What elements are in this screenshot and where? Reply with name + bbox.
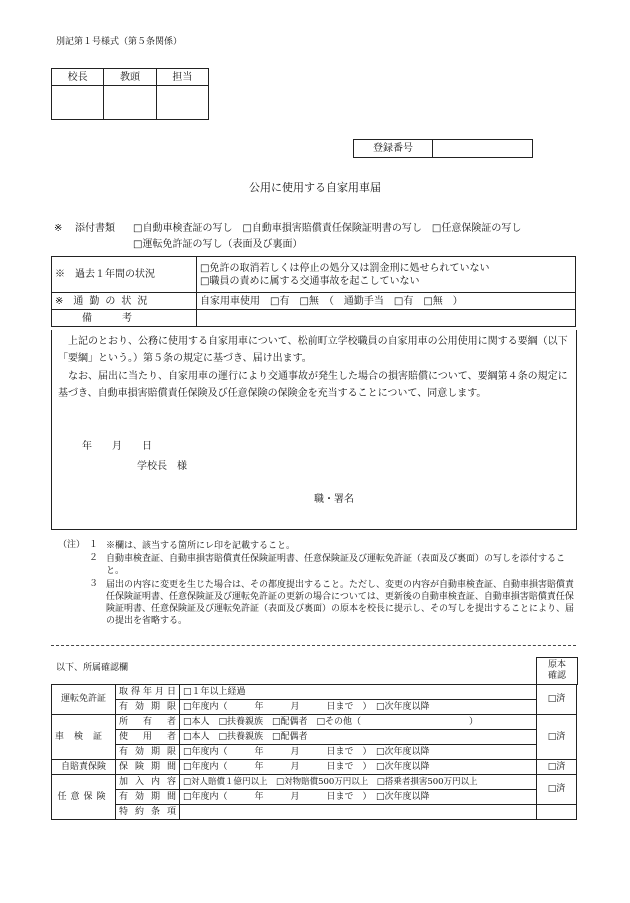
inspection-valid-label: 有効期限 xyxy=(116,745,180,760)
voluntary-valid-label: 有効期間 xyxy=(116,790,180,805)
license-acq-label: 取得年月日 xyxy=(116,685,180,700)
past-year-label-cell xyxy=(52,257,197,293)
inspection-valid-value[interactable]: □年度内（ 年 月 日まで ） □次年度以降 xyxy=(180,745,537,760)
dashed-separator xyxy=(51,645,576,646)
note-1-num: １ xyxy=(89,540,99,550)
license-check[interactable]: □済 xyxy=(537,685,577,715)
past-year-mark: ※ xyxy=(55,269,65,280)
approval-table xyxy=(51,68,209,120)
past-year-option-1[interactable]: □免許の取消若しくは停止の処分又は罰金刑に処せられていない xyxy=(200,262,490,274)
liability-label: 自賠責保険 xyxy=(52,760,116,775)
voluntary-special-blank xyxy=(537,805,577,820)
approval-stamp-principal[interactable] xyxy=(52,86,104,120)
original-check-label: 原本確認 xyxy=(547,660,566,681)
date-field[interactable]: 年 月 日 xyxy=(82,441,152,452)
approval-header-staff: 担当 xyxy=(156,69,208,86)
inspection-user-value[interactable]: □本人 □扶養親族 □配偶者 xyxy=(180,730,537,745)
attachments-mark: ※ xyxy=(54,223,63,234)
liability-period-label: 保険期間 xyxy=(116,760,180,775)
license-label: 運転免許証 xyxy=(52,685,116,715)
voluntary-content-label: 加入内容 xyxy=(116,775,180,790)
signature-label: 職・署名 xyxy=(314,494,354,505)
page-title: 公用に使用する自家用車届 xyxy=(249,181,381,194)
past-year-label: 過去１年間の状況 xyxy=(75,269,155,280)
inspection-check[interactable]: □済 xyxy=(537,715,577,760)
approval-stamp-staff[interactable] xyxy=(156,86,208,120)
remarks-field[interactable] xyxy=(197,310,576,327)
declaration-para-1: 上記のとおり、公務に使用する自家用車について、松前町立学校職員の自家用車の公用使用に関する要綱（以下「要綱」という。）第５条の規定に基づき、届け出ます。 xyxy=(58,336,568,364)
original-check-header xyxy=(536,657,578,685)
voluntary-valid-value[interactable]: □年度内（ 年 月 日まで ） □次年度以降 xyxy=(180,790,537,805)
license-acq-value[interactable]: □１年以上経過 xyxy=(180,685,537,700)
form-id: 別記第１号様式（第５条関係） xyxy=(56,37,183,47)
notes-prefix: （注） xyxy=(58,540,86,550)
voluntary-special-label: 特約条項 xyxy=(116,805,180,820)
license-valid-value[interactable]: □年度内（ 年 月 日まで ） □次年度以降 xyxy=(180,700,537,715)
voluntary-content-value[interactable]: □対人賠償１億円以上 □対物賠償500万円以上 □搭乗者損害500万円以上 xyxy=(180,775,537,790)
confirm-header: 以下、所属確認欄 xyxy=(56,663,129,673)
voluntary-special-value[interactable] xyxy=(180,805,537,820)
voluntary-check[interactable]: □済 xyxy=(537,775,577,805)
declaration-para-2: なお、届出に当たり、自家用車の運行により交通事故が発生した場合の損害賠償について、要綱第４条の規定に基づき、自動車損害賠償責任保険及び任意保険の保険金を充当することについて、同意します。 xyxy=(58,371,568,399)
note-2-num: ２ xyxy=(89,553,99,563)
registration-field[interactable] xyxy=(433,140,533,158)
license-valid-label: 有効期限 xyxy=(116,700,180,715)
inspection-label: 車検証 xyxy=(52,715,116,760)
past-year-options[interactable] xyxy=(197,257,576,293)
info-table xyxy=(51,256,576,327)
confirm-table xyxy=(51,684,577,820)
inspection-owner-label: 所有者 xyxy=(116,715,180,730)
note-2-text: 自動車検査証、自動車損害賠償責任保険証明書、任意保険証及び運転免許証（表面及び裏面）の写しを添付すること。 xyxy=(106,554,566,576)
commute-label: 通勤の状況 xyxy=(73,295,154,307)
voluntary-label: 任意保険 xyxy=(52,775,116,820)
inspection-user-label: 使用者 xyxy=(116,730,180,745)
attachments-line1: □自動車検査証の写し □自動車損害賠償責任保険証明書の写し □任意保険証の写し xyxy=(133,223,522,234)
liability-period-value[interactable]: □年度内（ 年 月 日まで ） □次年度以降 xyxy=(180,760,537,775)
note-1-text: ※欄は、該当する箇所にレ印を記載すること。 xyxy=(106,541,296,551)
inspection-owner-value[interactable]: □本人 □扶養親族 □配偶者 □その他（ ） xyxy=(180,715,537,730)
liability-check[interactable]: □済 xyxy=(537,760,577,775)
note-3-num: ３ xyxy=(89,579,99,589)
addressee: 学校長 様 xyxy=(137,461,187,472)
commute-mark: ※ xyxy=(55,295,64,307)
attachments-line2: □運転免許証の写し（表面及び裏面） xyxy=(133,239,303,250)
approval-stamp-vice[interactable] xyxy=(104,86,156,120)
declaration-box xyxy=(51,330,577,530)
approval-header-principal: 校長 xyxy=(52,69,104,86)
attachments-label: 添付書類 xyxy=(75,223,115,234)
past-year-option-2[interactable]: □職員の責めに属する交通事故を起こしていない xyxy=(200,275,420,287)
commute-label-cell xyxy=(52,293,197,310)
note-3-text: 届出の内容に変更を生じた場合は、その都度提出すること。ただし、変更の内容が自動車検査証、自動車損害賠償責任保険証明書、任意保険証及び運転免許証の更新の場合については、更新後の自動車検査証、自動車損害賠償責任保険証明書、任意保険証及び運転免許証（表面及び裏面）の原本を校長に提示し、その写しを提出することにより、届の提出を省略する。 xyxy=(106,580,575,626)
remarks-label: 備 考 xyxy=(52,310,197,327)
approval-header-vice: 教頭 xyxy=(104,69,156,86)
registration-table xyxy=(353,139,533,158)
registration-label: 登録番号 xyxy=(354,140,433,158)
commute-value[interactable]: 自家用車使用 □有 □無 （ 通勤手当 □有 □無 ） xyxy=(197,293,576,310)
